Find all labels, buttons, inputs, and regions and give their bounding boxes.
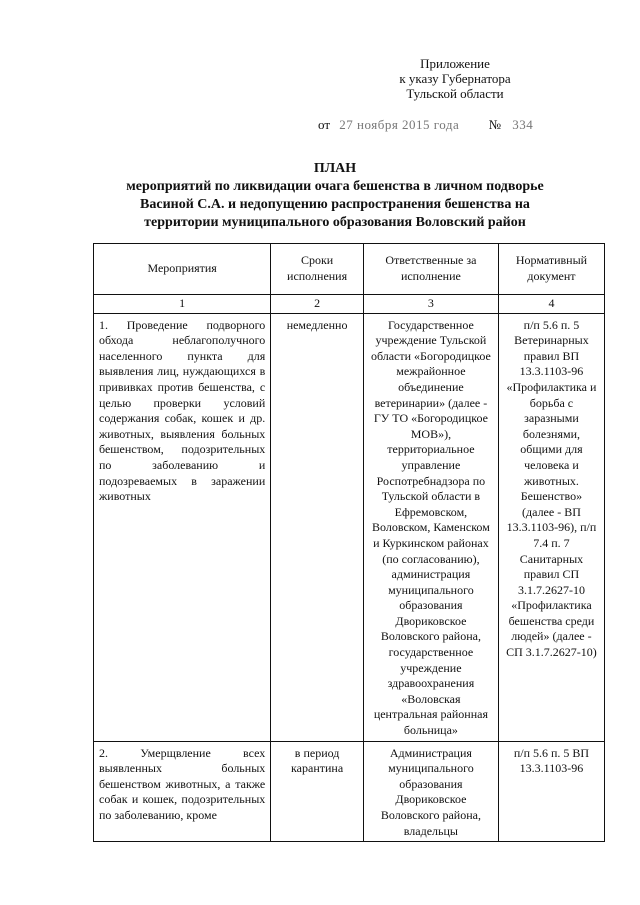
row-2-document: п/п 5.6 п. 5 ВП 13.3.1103-96: [498, 741, 604, 842]
header-terms: Сроки исполнения: [271, 244, 364, 295]
column-number-2: 2: [271, 295, 364, 314]
plan-table: [93, 243, 605, 842]
table-row: [94, 741, 605, 842]
annex-block: [380, 56, 530, 101]
table-header-row: [94, 244, 605, 295]
column-number-1: 1: [94, 295, 271, 314]
row-1-responsible: Государственное учреждение Тульской области «Богородицкое межрайонное объединение ветеринарии» (далее - ГУ ТО «Богородицкое МОВ»), территориальное управление Роспотребнадзора по Тульской области в Ефремовском, Воловском, Каменском и Куркинском районах (по согласованию), администрация муниципального образования Двориковское Воловского района, государственное учреждение здравоохранения «Воловская центральная районная больница»: [363, 313, 498, 741]
table-row: [94, 313, 605, 741]
table-number-row: [94, 295, 605, 314]
annex-line-1: Приложение: [420, 56, 490, 71]
order-number: 334: [512, 117, 534, 132]
title-line-3: Васиной С.А. и недопущению распространения бешенства на: [140, 197, 530, 212]
row-1-document: п/п 5.6 п. 5 Ветеринарных правил ВП 13.3.1103-96 «Профилактика и борьба с заразными болезнями, общими для человека и животных. Бешенство» (далее - ВП 13.3.1103-96), п/п 7.4 п. 7 Санитарных правил СП 3.1.7.2627-10 «Профилактика бешенства среди людей» (далее - СП 3.1.7.2627-10): [498, 313, 604, 741]
row-2-term: в период карантина: [271, 741, 364, 842]
column-number-4: 4: [498, 295, 604, 314]
row-1-term: немедленно: [271, 313, 364, 741]
order-line: [318, 117, 533, 133]
header-responsible: Ответственные за исполнение: [363, 244, 498, 295]
row-2-action: 2. Умерщвление всех выявленных больных бешенством животных, а также собак и кошек, подозрительных по заболеванию, кроме: [94, 741, 271, 842]
title-line-1: ПЛАН: [313, 161, 357, 176]
annex-line-2: к указу Губернатора: [399, 71, 511, 86]
order-number-label: №: [488, 117, 501, 132]
document-title: [90, 160, 580, 232]
title-line-2: мероприятий по ликвидации очага бешенства в личном подворье: [126, 179, 544, 194]
annex-line-3: Тульской области: [406, 86, 504, 101]
title-line-4: территории муниципального образования Воловский район: [144, 215, 526, 230]
order-from-label: от: [318, 117, 331, 132]
header-actions: Мероприятия: [94, 244, 271, 295]
row-2-responsible: Администрация муниципального образования Двориковское Воловского района, владельцы: [363, 741, 498, 842]
header-document: Нормативный документ: [498, 244, 604, 295]
row-1-action: 1. Проведение подворного обхода неблагополучного населенного пункта для выявления лиц, нуждающихся в прививках против бешенства, с целью проверки условий содержания собак, кошек и др. животных, выявления больных бешенством, подозрительных по заболеванию и подозреваемых в заражении животных: [94, 313, 271, 741]
order-date: 27 ноября 2015 года: [339, 117, 460, 132]
column-number-3: 3: [363, 295, 498, 314]
